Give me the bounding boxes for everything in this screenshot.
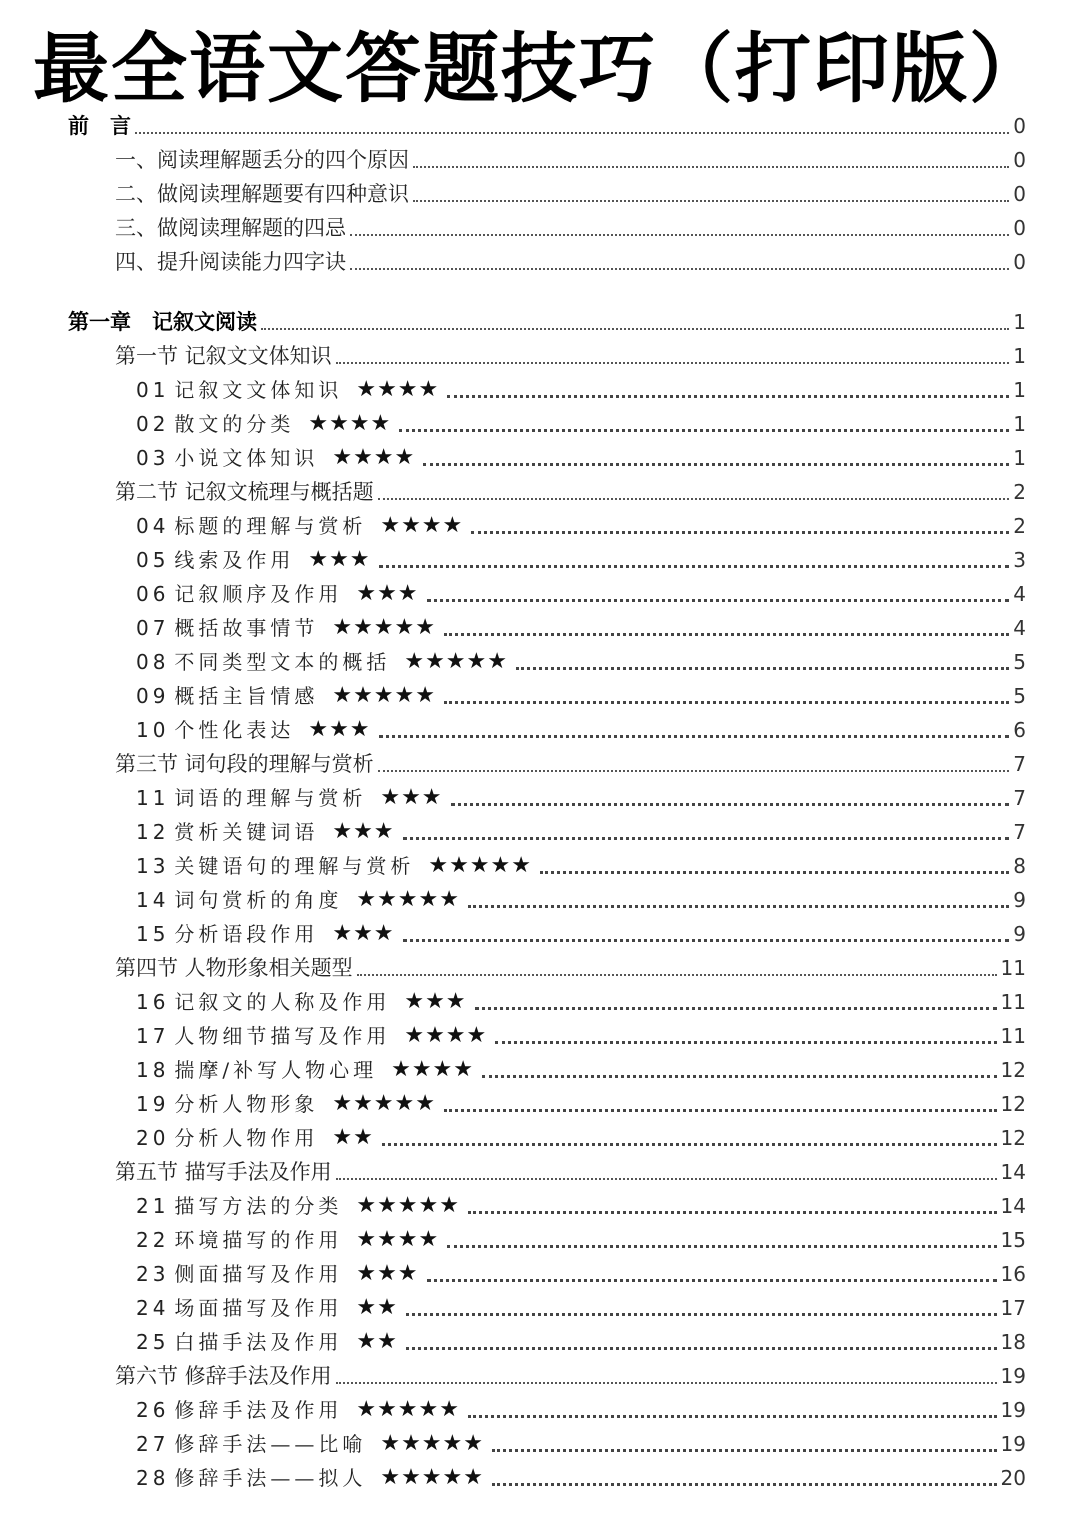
toc-section-entry (115, 476, 1026, 508)
toc-item-entry (136, 408, 1026, 440)
dot-leader (378, 769, 1010, 772)
toc-entry-label (136, 1190, 342, 1222)
toc-entry-label: 第四节 人物形象相关题型 (115, 956, 353, 980)
dot-leader (540, 870, 1009, 874)
toc-page-number: 7 (1013, 786, 1026, 810)
importance-stars: ★★★★★ (356, 1193, 460, 1218)
toc-item-title: 概括故事情节 (174, 616, 319, 640)
toc-item-entry (136, 816, 1026, 848)
toc-item-number: 18 (136, 1058, 170, 1082)
dot-leader (444, 632, 1009, 636)
toc-page-number: 2 (1013, 514, 1026, 538)
toc-item-entry (136, 1258, 1026, 1290)
toc-item-entry (136, 1394, 1026, 1426)
toc-item-number: 28 (136, 1466, 170, 1490)
toc-page-number: 0 (1013, 114, 1026, 138)
toc-entry-label (136, 1428, 366, 1460)
dot-leader (475, 1006, 997, 1010)
toc-page-number: 14 (1000, 1160, 1026, 1184)
importance-stars: ★★★★★ (332, 683, 436, 708)
toc-page-number: 6 (1013, 718, 1026, 742)
toc-item-entry (136, 544, 1026, 576)
toc-entry-label (136, 816, 318, 848)
dot-leader (378, 497, 1010, 500)
toc-entry-label (136, 578, 342, 610)
toc-entry-label: 第二节 记叙文梳理与概括题 (115, 480, 374, 504)
dot-leader (423, 462, 1009, 466)
toc-page-number: 0 (1013, 216, 1026, 240)
toc-item-title: 人物细节描写及作用 (174, 1024, 391, 1048)
toc-page-number: 17 (1000, 1296, 1026, 1320)
importance-stars: ★★★★★ (428, 853, 532, 878)
toc-entry-label (136, 1122, 318, 1154)
toc-page-number: 19 (1000, 1364, 1026, 1388)
importance-stars: ★★★★★ (356, 887, 460, 912)
importance-stars: ★★★ (308, 547, 371, 572)
toc-item-number: 22 (136, 1228, 170, 1252)
toc-item-number: 16 (136, 990, 170, 1014)
toc-item-number: 14 (136, 888, 170, 912)
toc-item-title: 赏析关键词语 (174, 820, 319, 844)
toc-item-title: 修辞手法——比喻 (174, 1432, 367, 1456)
dot-leader (413, 199, 1009, 202)
importance-stars: ★★★★★ (332, 1091, 436, 1116)
toc-item-entry (136, 646, 1026, 678)
toc-page-number: 12 (1000, 1126, 1026, 1150)
toc-entry-label (136, 1326, 342, 1358)
toc-item-number: 12 (136, 820, 170, 844)
importance-stars: ★★★★ (404, 1023, 488, 1048)
toc-chapter-entry (68, 306, 1026, 338)
toc-item-number: 03 (136, 446, 170, 470)
toc-item-number: 06 (136, 582, 170, 606)
importance-stars: ★★ (356, 1329, 398, 1354)
toc-item-entry (136, 1224, 1026, 1256)
toc-entry-label: 前 言 (68, 114, 131, 138)
dot-leader (406, 1312, 997, 1316)
toc-item-entry (136, 1054, 1026, 1086)
toc-entry-label (136, 442, 318, 474)
toc-item-entry (136, 714, 1026, 746)
toc-item-title: 场面描写及作用 (174, 1296, 343, 1320)
dot-leader (492, 1482, 997, 1486)
document-title: 最全语文答题技巧（打印版） (33, 24, 1047, 113)
toc-item-number: 17 (136, 1024, 170, 1048)
toc-entry-label (136, 986, 390, 1018)
toc-item-title: 标题的理解与赏析 (174, 514, 367, 538)
toc-page-number: 19 (1000, 1398, 1026, 1422)
toc-item-number: 08 (136, 650, 170, 674)
toc-item-title: 线索及作用 (174, 548, 295, 572)
importance-stars: ★★★ (356, 1261, 419, 1286)
toc-page-number: 0 (1013, 182, 1026, 206)
toc-page-number: 4 (1013, 616, 1026, 640)
importance-stars: ★★★★★ (380, 1465, 484, 1490)
toc-page-number: 16 (1000, 1262, 1026, 1286)
toc-item-number: 09 (136, 684, 170, 708)
toc-item-entry (136, 374, 1026, 406)
dot-leader (379, 564, 1010, 568)
dot-leader (336, 361, 1010, 364)
toc-section-entry (115, 212, 1026, 244)
toc-entry-label: 二、做阅读理解题要有四种意识 (115, 182, 409, 206)
importance-stars: ★★★★ (380, 513, 464, 538)
toc-page-number: 2 (1013, 480, 1026, 504)
dot-leader (427, 1278, 997, 1282)
toc-item-entry (136, 1190, 1026, 1222)
toc-item-entry (136, 1088, 1026, 1120)
dot-leader (468, 1210, 997, 1214)
toc-item-title: 分析人物形象 (174, 1092, 319, 1116)
toc-page-number: 20 (1000, 1466, 1026, 1490)
dot-leader (482, 1074, 997, 1078)
dot-leader (382, 1142, 997, 1146)
toc-item-number: 05 (136, 548, 170, 572)
importance-stars: ★★ (356, 1295, 398, 1320)
toc-item-title: 修辞手法及作用 (174, 1398, 343, 1422)
toc-item-number: 15 (136, 922, 170, 946)
toc-entry-label (136, 646, 390, 678)
toc-page-number: 1 (1013, 344, 1026, 368)
toc-page-number: 1 (1013, 446, 1026, 470)
dot-leader (379, 734, 1010, 738)
dot-leader (447, 394, 1009, 398)
dot-leader (471, 530, 1009, 534)
toc-item-number: 23 (136, 1262, 170, 1286)
dot-leader (336, 1177, 997, 1180)
toc-entry-label (136, 680, 318, 712)
toc-item-entry (136, 1428, 1026, 1460)
importance-stars: ★★★ (308, 717, 371, 742)
toc-page-number: 5 (1013, 684, 1026, 708)
importance-stars: ★★★ (356, 581, 419, 606)
dot-leader (403, 836, 1010, 840)
toc-item-title: 侧面描写及作用 (174, 1262, 343, 1286)
toc-item-title: 小说文体知识 (174, 446, 319, 470)
toc-section-entry (115, 1360, 1026, 1392)
importance-stars: ★★★★ (308, 411, 392, 436)
dot-leader (357, 973, 997, 976)
toc-page-number: 0 (1013, 250, 1026, 274)
dot-leader (350, 267, 1009, 270)
toc-page-number: 12 (1000, 1058, 1026, 1082)
toc-page-number: 1 (1013, 378, 1026, 402)
toc-entry-label (136, 782, 366, 814)
dot-leader (413, 165, 1009, 168)
toc-item-entry (136, 510, 1026, 542)
dot-leader (336, 1381, 997, 1384)
importance-stars: ★★★★★ (404, 649, 508, 674)
toc-chapter-entry (68, 110, 1026, 142)
toc-entry-label (136, 1394, 342, 1426)
toc-entry-label (136, 714, 294, 746)
toc-item-title: 不同类型文本的概括 (174, 650, 391, 674)
dot-leader (468, 1414, 997, 1418)
toc-item-title: 词语的理解与赏析 (174, 786, 367, 810)
toc-item-entry (136, 1122, 1026, 1154)
importance-stars: ★★★ (380, 785, 443, 810)
toc-entry-label: 第一章 记叙文阅读 (68, 310, 257, 334)
toc-item-entry (136, 782, 1026, 814)
toc-page-number: 14 (1000, 1194, 1026, 1218)
dot-leader (427, 598, 1010, 602)
dot-leader (516, 666, 1009, 670)
toc-entry-label: 第三节 词句段的理解与赏析 (115, 752, 374, 776)
toc-page-number: 19 (1000, 1432, 1026, 1456)
toc-item-number: 27 (136, 1432, 170, 1456)
toc-item-number: 26 (136, 1398, 170, 1422)
toc-item-number: 25 (136, 1330, 170, 1354)
dot-leader (495, 1040, 996, 1044)
importance-stars: ★★★★ (356, 1227, 440, 1252)
toc-item-entry (136, 1326, 1026, 1358)
toc-item-title: 分析语段作用 (174, 922, 319, 946)
toc-item-number: 20 (136, 1126, 170, 1150)
toc-page-number: 4 (1013, 582, 1026, 606)
toc-entry-label (136, 510, 366, 542)
toc-page-number: 8 (1013, 854, 1026, 878)
toc-page-number: 9 (1013, 888, 1026, 912)
dot-leader (444, 1108, 997, 1112)
toc-item-entry (136, 884, 1026, 916)
toc-section-entry (115, 748, 1026, 780)
dot-leader (350, 233, 1009, 236)
importance-stars: ★★★ (404, 989, 467, 1014)
toc-entry-label (136, 850, 414, 882)
toc-item-title: 概括主旨情感 (174, 684, 319, 708)
dot-leader (444, 700, 1009, 704)
toc-item-number: 10 (136, 718, 170, 742)
toc-entry-label (136, 1224, 342, 1256)
toc-item-entry (136, 1020, 1026, 1052)
dot-leader (261, 327, 1009, 330)
toc-entry-label (136, 1462, 366, 1494)
toc-item-entry (136, 612, 1026, 644)
toc-page-number: 18 (1000, 1330, 1026, 1354)
dot-leader (492, 1448, 997, 1452)
importance-stars: ★★★★★ (380, 1431, 484, 1456)
toc-item-entry (136, 986, 1026, 1018)
toc-page-number: 7 (1013, 752, 1026, 776)
toc-item-number: 11 (136, 786, 170, 810)
toc-entry-label (136, 1088, 318, 1120)
importance-stars: ★★★★★ (332, 615, 436, 640)
toc-item-entry (136, 1462, 1026, 1494)
importance-stars: ★★★★ (391, 1057, 474, 1082)
toc-item-title: 分析人物作用 (174, 1126, 319, 1150)
toc-entry-label: 四、提升阅读能力四字诀 (115, 250, 346, 274)
importance-stars: ★★ (332, 1125, 374, 1150)
importance-stars: ★★★★ (332, 445, 416, 470)
toc-entry-label (136, 918, 318, 950)
toc-entry-label (136, 1020, 390, 1052)
toc-item-title: 词句赏析的角度 (174, 888, 343, 912)
toc-entry-label (136, 1292, 342, 1324)
toc-section-entry (115, 340, 1026, 372)
toc-entry-label (136, 374, 342, 406)
dot-leader (451, 802, 1010, 806)
toc-entry-label (136, 1054, 377, 1086)
importance-stars: ★★★ (332, 819, 395, 844)
toc-item-number: 19 (136, 1092, 170, 1116)
toc-item-entry (136, 578, 1026, 610)
dot-leader (447, 1244, 996, 1248)
toc-entry-label: 第六节 修辞手法及作用 (115, 1364, 332, 1388)
toc-section-entry (115, 246, 1026, 278)
toc-entry-label (136, 1258, 342, 1290)
toc-section-entry (115, 178, 1026, 210)
toc-item-number: 04 (136, 514, 170, 538)
toc-entry-label (136, 612, 318, 644)
toc-page-number: 1 (1013, 310, 1026, 334)
toc-page-number: 15 (1000, 1228, 1026, 1252)
dot-leader (403, 938, 1010, 942)
toc-item-entry (136, 918, 1026, 950)
toc-section-entry (115, 952, 1026, 984)
toc-item-entry (136, 680, 1026, 712)
importance-stars: ★★★★★ (356, 1397, 460, 1422)
toc-page-number: 11 (1000, 956, 1026, 980)
toc-entry-label (136, 544, 294, 576)
toc-page-number: 11 (1000, 1024, 1026, 1048)
toc-entry-label (136, 884, 342, 916)
toc-section-entry (115, 1156, 1026, 1188)
toc-item-title: 记叙顺序及作用 (174, 582, 343, 606)
dot-leader (399, 428, 1009, 432)
toc-item-title: 白描手法及作用 (174, 1330, 343, 1354)
toc-item-entry (136, 442, 1026, 474)
toc-page-number: 9 (1013, 922, 1026, 946)
toc-entry-label: 第五节 描写手法及作用 (115, 1160, 332, 1184)
toc-item-entry (136, 850, 1026, 882)
toc-item-title: 记叙文的人称及作用 (174, 990, 391, 1014)
toc-entry-label (136, 408, 294, 440)
dot-leader (468, 904, 1009, 908)
toc-item-entry (136, 1292, 1026, 1324)
toc-item-number: 02 (136, 412, 170, 436)
toc-page-number: 1 (1013, 412, 1026, 436)
toc-item-number: 21 (136, 1194, 170, 1218)
dot-leader (135, 131, 1009, 134)
toc-entry-label: 一、阅读理解题丢分的四个原因 (115, 148, 409, 172)
toc-item-number: 01 (136, 378, 170, 402)
importance-stars: ★★★ (332, 921, 395, 946)
toc-item-title: 描写方法的分类 (174, 1194, 343, 1218)
toc-item-number: 13 (136, 854, 170, 878)
toc-item-title: 关键语句的理解与赏析 (174, 854, 415, 878)
toc-item-title: 散文的分类 (174, 412, 295, 436)
toc-item-title: 个性化表达 (174, 718, 295, 742)
toc-item-title: 揣摩/补写人物心理 (174, 1058, 378, 1082)
toc-page-number: 5 (1013, 650, 1026, 674)
toc-entry-label: 第一节 记叙文文体知识 (115, 344, 332, 368)
toc-page-number: 0 (1013, 148, 1026, 172)
toc-entry-label: 三、做阅读理解题的四忌 (115, 216, 346, 240)
toc-page-number: 12 (1000, 1092, 1026, 1116)
toc-item-number: 07 (136, 616, 170, 640)
importance-stars: ★★★★ (356, 377, 440, 402)
dot-leader (406, 1346, 997, 1350)
toc-item-title: 修辞手法——拟人 (174, 1466, 367, 1490)
toc-item-title: 记叙文文体知识 (174, 378, 343, 402)
toc-page-number: 7 (1013, 820, 1026, 844)
toc-item-number: 24 (136, 1296, 170, 1320)
toc-page-number: 11 (1000, 990, 1026, 1014)
toc-section-entry (115, 144, 1026, 176)
toc-item-title: 环境描写的作用 (174, 1228, 343, 1252)
toc-page-number: 3 (1013, 548, 1026, 572)
